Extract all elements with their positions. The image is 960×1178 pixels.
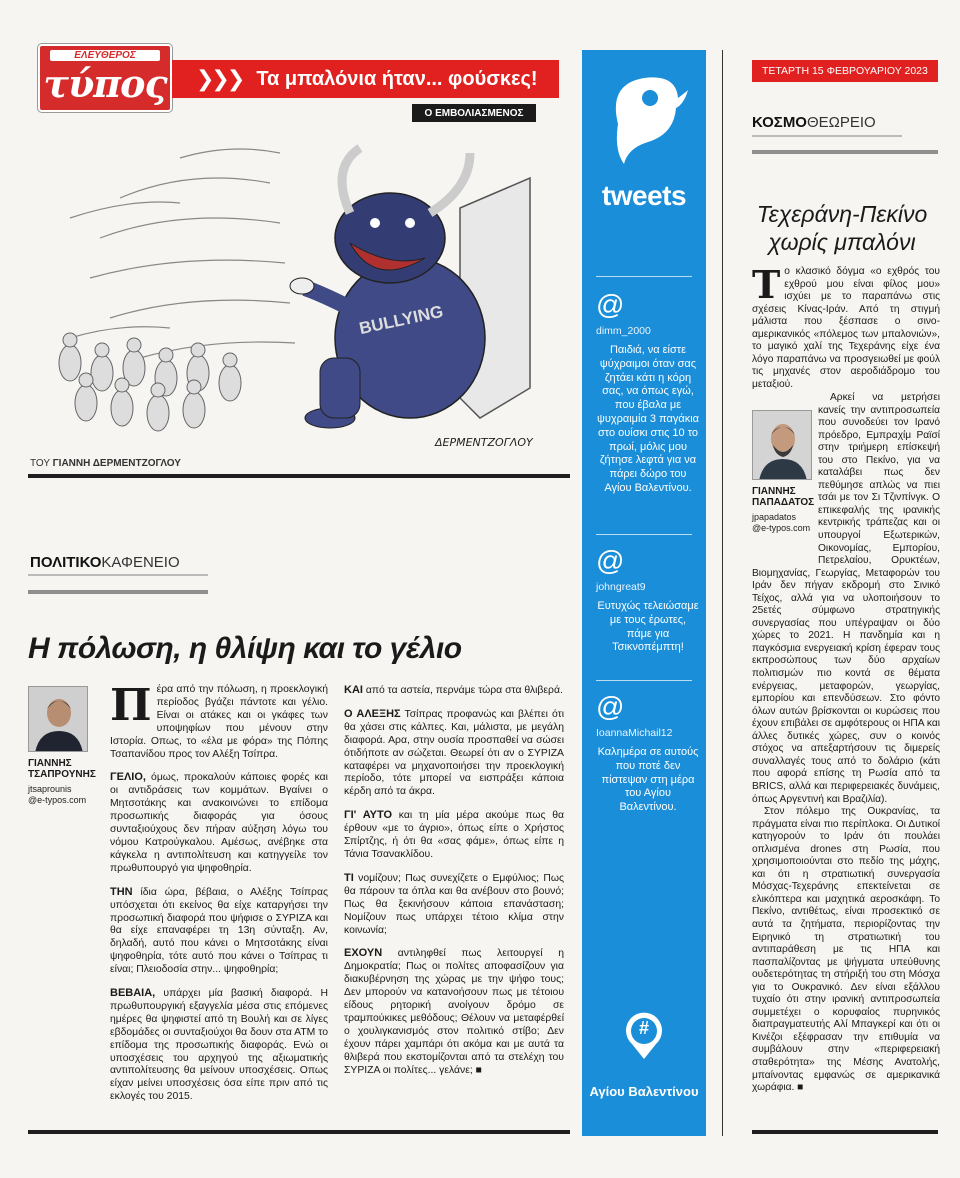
tweet-handle: dimm_2000 [596,325,651,337]
logo-small-text: ΕΛΕΥΘΕΡΟΣ [50,50,160,61]
kosmo-section-light: ΘΕΩΡΕΙΟ [806,114,876,131]
section-underline [28,574,208,576]
bottom-rule-left [28,1130,570,1134]
cartoon-illustration [30,128,560,458]
main-headline: Η πόλωση, η θλίψη και το γέλιο [28,632,462,665]
cartoon-credit [30,458,181,469]
bottom-rule-right [752,1130,938,1134]
article-column-1: Πέρα από την πόλωση, η προεκλογική περίοδος βγάζει πάντοτε και γέλιο. Είναι οι ατάκες και οι γκάφες των υποψηφίων που μένουν στην Ιστορία. Οπως, το «έλα με φόρα» της Πόπης Τσαπανίδου προς τον Αλέξη Τσίπρα. ΓΕΛΙΟ, όμως, προκαλούν κάποιες φορές και οι αντιδράσεις των κομμάτων. Βγαίνει ο Μητσοτάκης και ανακοινώνει το επίδομα προσωπικής διαφοράς για όσους συνταξιούχους δεν πήραν αύξηση λόγω του νόμου Κατρούγκαλου. Αμέσως, ανέβηκε στα κάγκελα η αντιπολίτευση και κατηγγείλε τον πρωθυπουργό για ψηφοθηρία. ΤΗΝ ίδια ώρα, βέβαια, ο Αλέξης Τσίπρας υπόσχεται ότι εκείνος θα είχε καταργήσει την προσωπική διαφορά που ψήφισε ο ΣΥΡΙΖΑ και θα είχε επαναφέρει τη 13η σύνταξη. Αν, δηλαδή, αυτό που κάνει ο Μητσοτάκης είναι ψηφοθηρία, τότε αυτό που κάνει ο Τσίπρας τι είναι; Πλειοδοσία στην... ψηφοθηρία; ΒΕΒΑΙΑ, υπάρχει μία βασική διαφορά. Η πρωθυπουργική εξαγγελία μέσα στις επόμενες ημέρες θα ψηφιστεί από τη Βουλή και σε λίγες εβδομάδες οι συνταξιούχοι θα δουν στα ΑΤΜ το επίδομα της προσωπικής διαφοράς. Ενώ οι υποσχέσεις του αρχηγού της αξιωματικής αντιπολίτευσης θα μείνουν υποσχέσεις. Οπως είχαν μείνει υποσχέσεις όσα είπε πριν από τις εκλογές του 2015. [110,680,328,1103]
kosmo-headline: Τεχεράνη-Πεκίνο χωρίς μπαλόνι [756,201,928,255]
article-column-2: ΚΑΙ από τα αστεία, περνάμε τώρα στα θλιβερά. Ο ΑΛΕΞΗΣ Τσίπρας προφανώς και βλέπει ότι θα χάσει στις κάλπες. Και, μάλιστα, με μεγάλη διαφορά. Αρα, στην ουσία προσπαθεί να σώσει ότιδήποτε αν σώζεται. Θεωρεί ότι αν ο ΣΥΡΙΖΑ καταφέρει να μηχανοποιήσει την προεκλογική περίοδο, τότε μπορεί να εισπράξει κάποια κέρδη από τα άκρα. ΓΙ' ΑΥΤΟ και τη μία μέρα ακούμε πως θα έρθουν «με το άγριο», όπως είπε ο Χρήστος Σπίρτζης, ή ότι θα «σας φάμε», όπως είπε η Τάνια Τσανακλίδου. ΤΙ νομίζουν; Πως συνεχίζετε ο Εμφύλιος; Πως θα πάρουν τα όπλα και θα ανέβουν στο βουνό; Πως θα ξεκινήσουν κάποια επανάσταση; Νομίζουν πως υπάρχει τέτοιο κλίμα στην κοινωνία; ΕΧΟΥΝ αντιληφθεί πως λειτουργεί η Δημοκρατία; Πως οι πολίτες αποφασίζουν για διακυβέρνηση της χώρας με την ψήφο τους; Δεν μπορούν να κατανοήσουν πως με τέτοιου είδους ρητορική ανοίγουν δρόμο σε τραμπούκικες μεθόδους; Θέλουν να μεταφέρθεί ο χουλιγκανισμός στον πολιτικό στίβο; Δεν έχουν πάρει χαμπάρι ότι ακόμα και με αυτά τα θλιβερά που εκστομίζονται από τα στελέχη του ΣΥΡΙΖΑ οι πολίτες... γελάνε; ■ [344,684,564,1076]
kosmo-body: Αρκεί να μετρήσει κανείς την αντιπροσωπεία που συνοδεύει τον Ιρανό πρόεδρο, Εμπραχίμ Ραϊσί στην τριήμερη επίσκεψή του στο Πεκίνο, για να καταλάβει πως δεν πεθύμησε απλώς να πιει τσάι με τον Σι Τζινπίνγκ. Ο επικεφαλής της ιρανικής κεντρικής τράπεζας και οι υπουργοί Εξωτερικών, Οικονομίας, Εμπορίου, Πετρελαίου, Ορυκτέων, Βιομηχανίας, Γεωργίας, Μεταφορών του Ιράν δεν πήγαν εκδρομή στο Σινικό Τείχος, αλλά για να υλοποιήσουν το 25ετές σύμφωνο στρατηγικής συνεργασίας που υπέγραψαν οι δύο χώρες το 2021. Η πανδημία και η παγκόσμια ενεργειακή κρίση έφεραν τους εκπροσώπους των δύο αρχαίων πολιτισμών πιο κοντά σε θέματα ενέργειας, μεταφορών, γεωργίας, εμπορίου και επενδύσεων. Στο φόντο όλων αυτών βρίσκονται οι κυρώσεις που έχουν επιβάλει σε αμφότερους οι ΗΠΑ και άλλες δυτικές χώρες, συν ο κοινός στόχος να απεξαρτήσουν τις διμερείς συναλλαγές τους από το δολάριο (κάτι που αφορά επίσης τη Ρωσία από τα BRICS, αλλά και περιφερειακές δυνάμεις, όπως Αργεντινή και Βραζιλία). Στον πόλεμο της Ουκρανίας, τα πράγματα είναι πιο περίπλοκα. Οι Δυτικοί κατηγορούν το Ιράν ότι πουλάει οπλισμένα drones στη Ρωσία, που χρησιμοποιούνται στο πεδίο της μάχης, και ότι η στρατιωτική συνεργασία Μόσχας-Τεχεράνης επεκτείνεται σε ελικόπτερα και μαχητικά αεροσκάφη. Το Πεκίνο, αντιθέτως, είναι προσεκτικό σε αυτά τα ζητήματα, περιορίζοντας την Ειρηνικό τη στρατιωτική του αντιπαράθεση με τις ΗΠΑ και πασπαλίζοντας με ψήγματα υπεύθυνης ουδετερότητας τη στήριξή του στη Μόσχα για το Ουκρανικό. Δεν είναι εξάλλου τυχαίο ότι στην ιρανική αντιπροσωπεία συμμετέχει ο κορυφαίος πυρηνικός διαπραγματευτής Αλί Μπαγκερί και ότι οι Κινέζοι εξέφρασαν την επιθυμία να συμβάλουν στην «περιφερειακή σταθερότητα» της Μέσης Ανατολής, μπαίνοντας εμφανώς σε αμερικανικά χωράφια. ■ [752,392,940,1094]
tweet-divider [596,534,692,535]
tweet-divider [596,276,692,277]
politiko-section-bold: ΠΟΛΙΤΙΚΟ [30,554,102,571]
cartoon-signature: ΔΕΡΜΕΝΤΖΟΓΛΟΥ [435,436,533,449]
column-divider [722,50,723,1136]
author-handle: jpapadatos @e-typos.com [752,512,811,533]
tweet-handle: johngreat9 [596,581,646,593]
chevrons-icon: ❯❯❯ [196,66,243,91]
kosmo-intro: Το κλασικό δόγμα «ο εχθρός του εχθρού μου είναι φίλος μου» ισχύει με το παραπάνω στις σχέσεις Κίνας-Ιράν. Από τη στιγμή μάλιστα που ξέσπασε ο σινο-αμερικανικός «πόλεμος των μπαλονιών», το μαγικό χαλί της Τεχεράνης είχε ένα λόγο παραπάνω να προσγειωθεί με φούλ τις μηχανές στον αεροδιάδρομο του μεταξιού. [752,262,940,390]
dropcap: Π [110,680,152,731]
author-photo-tsaprounis [28,686,88,752]
newspaper-logo [38,44,172,112]
kosmo-bar [752,150,938,154]
kosmo-section-bold: ΚΟΣΜΟ [752,114,807,131]
tweet-text: Ευτυχώς τελειώσαμε με τους έρωτες, πάμε για Τσικνοπέμπτη! [597,600,699,654]
banner-headline: Τα μπαλόνια ήταν... φούσκες! [256,67,538,90]
credit-name: ΓΙΑΝΝΗ ΔΕΡΜΕΝΤΖΟΓΛΟΥ [52,458,181,469]
hashtag-label: Αγίου Βαλεντίνου [589,1084,699,1099]
author-handle: jtsaprounis @e-typos.com [28,784,87,805]
column-tag: Ο ΕΜΒΟΛΙΑΣΜΕΝΟΣ [412,104,536,122]
at-icon: @ [596,289,625,320]
at-icon: @ [596,691,625,722]
kosmo-underline [752,135,902,137]
tweets-title: tweets [601,180,687,211]
politiko-section-title [30,554,180,571]
politiko-section-light: ΚΑΦΕΝΕΙΟ [101,554,180,571]
bully-label: BULLYING [357,301,445,339]
avatar-icon [29,687,88,752]
cartoon-rule [28,474,570,478]
logo-main-text: τύπος [43,61,167,106]
tweet-divider [596,680,692,681]
kosmo-section-title [752,114,876,131]
tweet-text: Καλημέρα σε αυτούς που ποτέ δεν πίστεψαν στη μέρα του Αγίου Βαλεντίνου. [597,746,699,814]
at-icon: @ [596,545,625,576]
credit-prefix: ΤΟΥ [30,458,50,469]
tweet-handle: IoannaMichail12 [596,727,673,739]
section-bar [28,590,208,594]
author-name: ΓΙΑΝΝΗΣ ΤΣΑΠΡΟΥΝΗΣ [28,758,96,780]
date-banner: ΤΕΤΑΡΤΗ 15 ΦΕΒΡΟΥΑΡΙΟΥ 2023 [752,60,938,82]
tweet-text: Παιδιά, να είστε ψύχραιμοι όταν σας ζητάει κάτι η κόρη σας, να όπως εγώ, που έβαλα με ψυχραιμία 3 παγάκια στο ουίσκι στις 10 το πρωί, μόλις μου ζήτησε λεφτά για να πάρει δώρο του Αγίου Βαλεντίνου. [596,344,700,494]
dropcap: Τ [752,262,781,307]
hash-symbol: # [638,1018,649,1038]
author-name: ΓΙΑΝΝΗΣ ΠΑΠΑΔΑΤΟΣ [752,486,815,508]
headline-banner [172,60,559,98]
tweets-bird-icon [598,64,690,168]
tweets-column [582,50,706,1136]
